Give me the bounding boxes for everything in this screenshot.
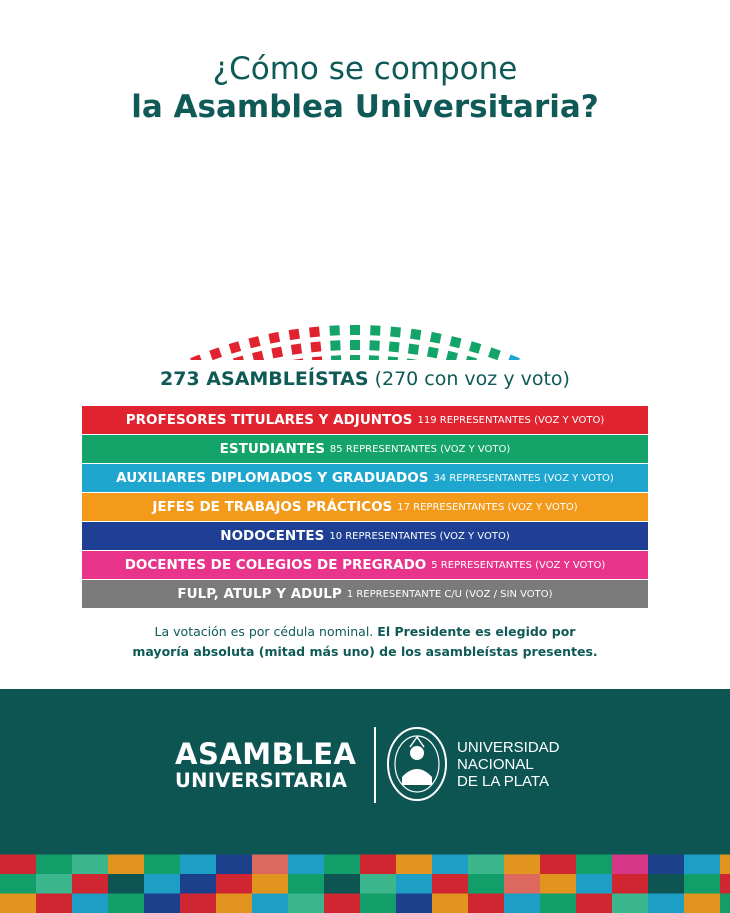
group-detail: 119 REPRESENTANTES (VOZ Y VOTO) xyxy=(417,414,605,426)
mosaic-tile xyxy=(144,894,180,913)
mosaic-tile xyxy=(720,835,730,855)
mosaic-tile xyxy=(684,874,720,894)
seat xyxy=(390,327,401,338)
group-name: DOCENTES DE COLEGIOS DE PREGRADO xyxy=(124,557,427,573)
mosaic-tile xyxy=(360,894,396,913)
mosaic-tile xyxy=(108,874,144,894)
mosaic-tile xyxy=(504,855,540,875)
mosaic-tile xyxy=(72,894,108,913)
mosaic-tile xyxy=(540,894,576,913)
mosaic-tile xyxy=(0,894,36,913)
mosaic-tile xyxy=(324,874,360,894)
mosaic-tile xyxy=(180,855,216,875)
mosaic-tile xyxy=(72,874,108,894)
seat xyxy=(252,351,264,360)
group-bar-nodocentes xyxy=(82,522,648,550)
mosaic-tile xyxy=(0,855,36,875)
mosaic-tile xyxy=(432,855,468,875)
group-list xyxy=(82,406,648,609)
total-members xyxy=(0,368,730,390)
mosaic-tile xyxy=(504,894,540,913)
seat xyxy=(427,347,439,359)
mosaic-tile xyxy=(180,835,216,855)
mosaic-tile xyxy=(108,894,144,913)
mosaic-tile xyxy=(360,855,396,875)
group-detail: 17 REPRESENTANTES (VOZ Y VOTO) xyxy=(397,501,578,513)
seat xyxy=(507,354,520,360)
mosaic-tile xyxy=(720,894,730,913)
group-detail: 85 REPRESENTANTES (VOZ Y VOTO) xyxy=(329,443,511,455)
group-name: PROFESORES TITULARES Y ADJUNTOS xyxy=(125,412,413,428)
mosaic-tile xyxy=(36,855,72,875)
group-bar-auxiliares xyxy=(82,464,648,492)
mosaic-tile xyxy=(576,874,612,894)
seat xyxy=(350,355,360,360)
mosaic-tile xyxy=(252,894,288,913)
mosaic-tile xyxy=(144,855,180,875)
seat xyxy=(469,341,481,353)
unlp-line-2: NACIONAL xyxy=(457,756,534,773)
seat xyxy=(329,325,339,335)
seat xyxy=(350,340,360,350)
mosaic-tile xyxy=(324,835,360,855)
group-detail: 10 REPRESENTANTES (VOZ Y VOTO) xyxy=(329,530,510,542)
mosaic-tile xyxy=(432,894,468,913)
mosaic-tile xyxy=(468,894,504,913)
mosaic-tile xyxy=(648,855,684,875)
mosaic-tile xyxy=(144,874,180,894)
mosaic-tile xyxy=(468,835,504,855)
group-detail: 34 REPRESENTANTES (VOZ Y VOTO) xyxy=(433,472,614,484)
mosaic-tile xyxy=(540,874,576,894)
mosaic-tile xyxy=(684,855,720,875)
note-normal: La votación es por cédula nominal. xyxy=(154,624,374,639)
mosaic-tile xyxy=(468,874,504,894)
mosaic-tile xyxy=(288,855,324,875)
group-detail: 1 REPRESENTANTE C/U (VOZ / SIN VOTO) xyxy=(346,588,553,600)
group-detail: 5 REPRESENTANTES (VOZ Y VOTO) xyxy=(431,559,606,571)
mosaic-tile xyxy=(504,835,540,855)
group-name: AUXILIARES DIPLOMADOS Y GRADUADOS xyxy=(116,470,429,486)
mosaic-tile xyxy=(612,855,648,875)
group-name: NODOCENTES xyxy=(220,528,325,544)
mosaic-tile xyxy=(684,835,720,855)
mosaic-tile xyxy=(576,855,612,875)
note-bold-2: mayoría absoluta (mitad más uno) de los asambleístas presentes. xyxy=(132,644,598,659)
seat xyxy=(370,325,380,335)
seat xyxy=(291,344,302,355)
mosaic-tile xyxy=(36,874,72,894)
mosaic-tile xyxy=(396,835,432,855)
seat xyxy=(369,355,379,360)
seat xyxy=(488,347,501,360)
mosaic-tile xyxy=(612,894,648,913)
seat xyxy=(406,358,417,360)
mosaic-tile xyxy=(36,835,72,855)
total-voting: (270 con voz y voto) xyxy=(374,368,570,390)
mosaic-tile xyxy=(288,835,324,855)
mosaic-tile xyxy=(288,874,324,894)
seat xyxy=(465,356,477,360)
mosaic-tile xyxy=(684,894,720,913)
mosaic-tile xyxy=(648,835,684,855)
seat xyxy=(430,332,442,344)
mosaic-tile xyxy=(612,874,648,894)
seat xyxy=(331,355,341,360)
brand-line-2: UNIVERSITARIA xyxy=(175,769,348,792)
seat xyxy=(350,325,360,335)
voting-note xyxy=(0,622,730,662)
seat xyxy=(293,358,304,360)
seat xyxy=(233,356,245,360)
mosaic-tile xyxy=(360,874,396,894)
unlp-line-3: DE LA PLATA xyxy=(457,773,549,790)
mosaic-tile xyxy=(216,874,252,894)
mosaic-tile xyxy=(504,874,540,894)
seat xyxy=(309,327,320,338)
unlp-name xyxy=(457,739,560,790)
group-name: FULP, ATULP Y ADULP xyxy=(177,586,342,602)
seat xyxy=(449,336,461,348)
mosaic-tile xyxy=(612,835,648,855)
mosaic-tile xyxy=(576,894,612,913)
group-bar-gremios xyxy=(82,580,648,608)
seat-hemicycle xyxy=(150,150,560,360)
mosaic-tile xyxy=(216,855,252,875)
mosaic-tile xyxy=(0,835,36,855)
seat xyxy=(190,354,203,360)
mosaic-tile xyxy=(108,855,144,875)
mosaic-tile xyxy=(180,894,216,913)
mosaic-tile xyxy=(648,894,684,913)
mosaic-tile xyxy=(648,874,684,894)
seat xyxy=(209,347,222,360)
mosaic-tile xyxy=(576,835,612,855)
mosaic-tile xyxy=(252,835,288,855)
seat xyxy=(330,340,340,350)
mosaic-tile xyxy=(432,835,468,855)
seat xyxy=(369,340,379,350)
mosaic-tile xyxy=(288,894,324,913)
group-bar-estudiantes xyxy=(82,435,648,463)
mosaic-tile xyxy=(324,894,360,913)
mosaic-tile xyxy=(432,874,468,894)
seat xyxy=(446,351,458,360)
title-line-2: la Asamblea Universitaria? xyxy=(131,89,599,125)
seat xyxy=(271,347,283,359)
mosaic-tile xyxy=(468,855,504,875)
mosaic-tile xyxy=(396,855,432,875)
decorative-mosaic xyxy=(0,835,730,913)
mosaic-tile xyxy=(540,855,576,875)
logo-divider xyxy=(374,727,376,803)
seat xyxy=(268,332,280,344)
mosaic-tile xyxy=(216,894,252,913)
seat xyxy=(229,341,241,353)
seat xyxy=(389,341,400,352)
group-name: ESTUDIANTES xyxy=(219,441,325,457)
title-line-1: ¿Cómo se compone xyxy=(212,51,518,87)
brand-line-1: ASAMBLEA xyxy=(175,737,357,771)
seat xyxy=(289,329,300,340)
mosaic-tile xyxy=(252,855,288,875)
mosaic-tile xyxy=(540,835,576,855)
seat xyxy=(310,341,321,352)
unlp-seal-icon xyxy=(386,725,448,803)
group-bar-jefes xyxy=(82,493,648,521)
seat xyxy=(248,336,260,348)
seat xyxy=(408,344,419,355)
seat xyxy=(410,329,421,340)
mosaic-tile xyxy=(144,835,180,855)
mosaic-tile xyxy=(720,874,730,894)
mosaic-tile xyxy=(720,855,730,875)
mosaic-tile xyxy=(396,894,432,913)
group-bar-pregrado xyxy=(82,551,648,579)
mosaic-tile xyxy=(36,894,72,913)
mosaic-tile xyxy=(396,874,432,894)
seat xyxy=(387,356,398,360)
total-count: 273 ASAMBLEÍSTAS xyxy=(160,368,369,390)
group-bar-profesores xyxy=(82,406,648,434)
mosaic-tile xyxy=(360,835,396,855)
mosaic-tile xyxy=(108,835,144,855)
footer xyxy=(0,689,730,913)
note-bold-1: El Presidente es elegido por xyxy=(377,624,576,639)
mosaic-tile xyxy=(216,835,252,855)
mosaic-tile xyxy=(0,874,36,894)
asamblea-logo xyxy=(175,739,356,793)
mosaic-tile xyxy=(72,835,108,855)
mosaic-tile xyxy=(252,874,288,894)
group-name: JEFES DE TRABAJOS PRÁCTICOS xyxy=(152,499,393,515)
mosaic-tile xyxy=(72,855,108,875)
unlp-line-1: UNIVERSIDAD xyxy=(457,739,560,756)
mosaic-tile xyxy=(180,874,216,894)
seat xyxy=(312,356,323,360)
mosaic-tile xyxy=(324,855,360,875)
